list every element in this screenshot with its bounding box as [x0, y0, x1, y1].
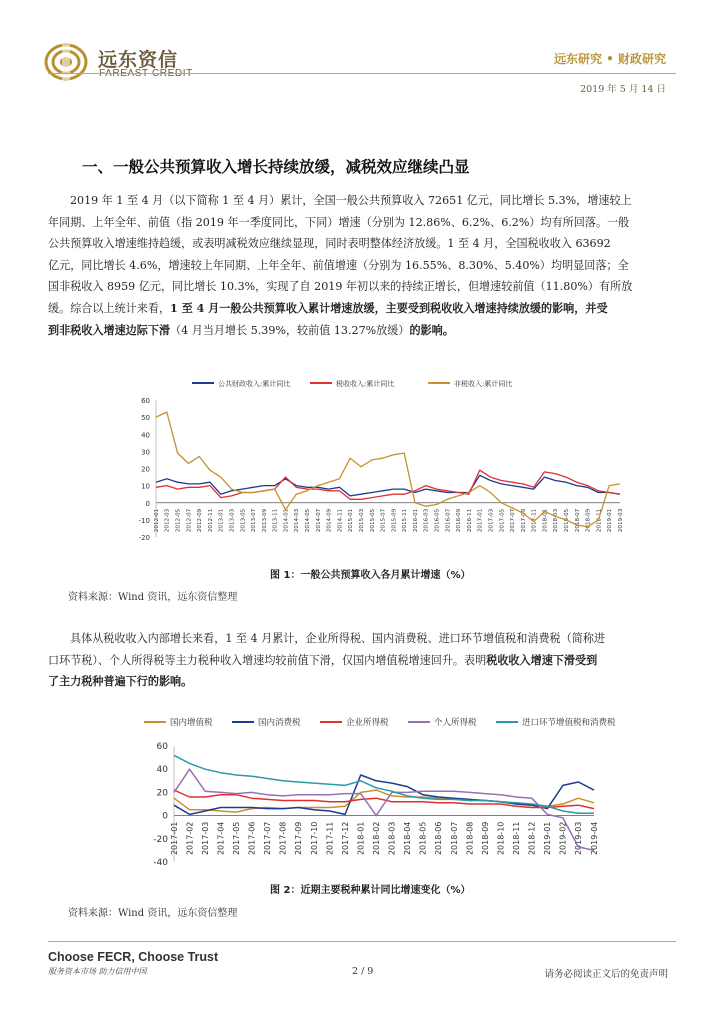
x-tick-label: 2018-12 — [527, 821, 537, 856]
x-tick-label: 2016-09 — [456, 508, 463, 533]
x-tick-label: 2012-05 — [175, 508, 182, 533]
x-tick-label: 2018-05 — [564, 508, 571, 533]
x-tick-label: 2015-09 — [391, 508, 398, 533]
x-tick-label: 2017-06 — [247, 821, 257, 856]
x-tick-label: 2018-03 — [387, 821, 397, 856]
para1-emphasis: 1 至 4 月一般公共预算收入累计增速放缓，主要受到税收收入增速持续放缓的影响，并受 — [170, 301, 608, 315]
y-tick-label: 20 — [141, 465, 150, 474]
x-tick-label: 2014-09 — [326, 508, 333, 533]
y-tick-label: 50 — [141, 414, 150, 423]
para2-line — [48, 671, 676, 693]
logo-chinese: 远东资信 — [98, 49, 179, 71]
para2-line — [48, 650, 676, 672]
x-tick-label: 2016-07 — [445, 508, 452, 533]
x-tick-label: 2016-11 — [466, 508, 473, 533]
y-tick-label: -10 — [138, 516, 150, 525]
para2-text: 口环节税）、个人所得税等主力税种收入增速均较前值下滑，仅国内增值税增速回升。表明 — [48, 653, 487, 667]
y-tick-label: 20 — [156, 788, 168, 799]
x-tick-label: 2014-05 — [305, 508, 312, 533]
x-tick-label: 2014-07 — [315, 508, 322, 533]
x-tick-label: 2017-02 — [185, 821, 195, 856]
y-tick-label: 30 — [141, 448, 150, 457]
legend-label: 非税收入:累计同比 — [454, 380, 513, 388]
para1-emphasis: 的影响。 — [409, 323, 454, 337]
x-tick-label: 2017-09 — [294, 821, 304, 856]
x-tick-label: 2017-10 — [309, 821, 319, 856]
y-tick-label: 40 — [141, 431, 150, 440]
y-tick-label: 10 — [141, 482, 150, 491]
x-tick-label: 2017-07 — [263, 821, 273, 856]
chart-2-source: 资料来源：Wind 资讯，远东资信整理 — [68, 908, 238, 919]
paragraph-1 — [48, 190, 676, 341]
x-tick-label: 2016-03 — [423, 508, 430, 533]
x-tick-label: 2012-03 — [164, 508, 171, 533]
page-number: 2 / 9 — [352, 966, 374, 977]
legend-label: 税收收入:累计同比 — [336, 380, 395, 388]
x-tick-label: 2015-01 — [348, 508, 355, 533]
legend-label: 国内消费税 — [258, 718, 301, 728]
chart-1-caption: 图 1：一般公共预算收入各月累计增速（%） — [270, 570, 471, 581]
legend-label: 进口环节增值税和消费税 — [522, 718, 616, 728]
legend-label: 公共财政收入:累计同比 — [218, 380, 291, 388]
x-tick-label: 2017-11 — [325, 821, 335, 856]
series-line — [156, 412, 620, 527]
x-tick-label: 2019-01 — [543, 821, 553, 856]
chart-1-source: 资料来源：Wind 资讯，远东资信整理 — [68, 592, 238, 603]
x-tick-label: 2018-03 — [553, 508, 560, 533]
legend-label: 企业所得税 — [346, 718, 389, 728]
para1-line: 公共预算收入增速维持趋缓，或表明减税效应继续显现，同时表明整体经济放缓。1 至 4 月，全国税收收入 63692 — [48, 237, 611, 251]
para1-line — [48, 320, 676, 342]
x-tick-label: 2013-09 — [261, 508, 268, 533]
y-tick-label: 0 — [162, 811, 168, 822]
y-tick-label: 60 — [156, 742, 168, 752]
x-tick-label: 2017-01 — [477, 508, 484, 533]
logo-icon — [44, 42, 88, 82]
footer-slogan: Choose FECR, Choose Trust — [48, 950, 219, 964]
x-tick-label: 2017-12 — [340, 821, 350, 856]
x-tick-label: 2018-02 — [372, 821, 382, 856]
x-tick-label: 2018-08 — [465, 821, 475, 856]
series-line — [156, 470, 620, 499]
para1-text: （4 月当月增长 5.39%，较前值 13.27%放缓） — [170, 323, 410, 337]
x-tick-label: 2018-11 — [512, 821, 522, 856]
para1-line: 亿元，同比增长 4.6%，增速较上年同期、上年全年、前值增速（分别为 16.55%、8.30%、5.40%）均明显回落；全 — [48, 258, 629, 272]
para1-line — [48, 298, 676, 320]
x-tick-label: 2017-03 — [488, 508, 495, 533]
x-tick-label: 2017-01 — [169, 821, 179, 856]
x-tick-label: 2019-02 — [558, 821, 568, 856]
para1-line: 国非税收入 8959 亿元，同比增长 10.3%，实现了自 2019 年初以来的持续正增长，但增速较前值（11.80%）有所放 — [48, 280, 633, 294]
x-tick-label: 2019-04 — [589, 821, 599, 856]
x-tick-label: 2013-11 — [272, 508, 279, 533]
para1-line: 2019 年 1 至 4 月（以下简称 1 至 4 月）累计，全国一般公共预算收入 72651 亿元，同比增长 5.3%，增速较上 — [70, 194, 632, 207]
legend-label: 个人所得税 — [434, 718, 477, 728]
x-tick-label: 2015-05 — [369, 508, 376, 533]
x-tick-label: 2019-01 — [607, 508, 614, 533]
chart-2-tax-categories-growth — [140, 712, 620, 874]
x-tick-label: 2018-06 — [434, 821, 444, 856]
x-tick-label: 2016-05 — [434, 508, 441, 533]
y-tick-label: -40 — [153, 858, 168, 868]
para1-text: 缓。综合以上统计来看， — [48, 301, 171, 315]
para1-line: 年同期、上年全年、前值（指 2019 年一季度同比，下同）增速（分别为 12.86%、6.2%、6.2%）均有所回落。一般 — [48, 215, 630, 229]
x-tick-label: 2012-11 — [207, 508, 214, 533]
y-tick-label: 0 — [145, 499, 150, 508]
x-tick-label: 2018-01 — [542, 508, 549, 533]
company-logo — [44, 42, 224, 82]
x-tick-label: 2013-07 — [251, 508, 258, 533]
x-tick-label: 2017-09 — [520, 508, 527, 533]
x-tick-label: 2015-07 — [380, 508, 387, 533]
y-tick-label: -20 — [138, 534, 150, 542]
x-tick-label: 2017-03 — [200, 821, 210, 856]
x-tick-label: 2017-11 — [531, 508, 538, 533]
x-tick-label: 2013-01 — [218, 508, 225, 533]
x-tick-label: 2018-09 — [480, 821, 490, 856]
para2-emphasis: 了主力税种普遍下行的影响。 — [48, 675, 193, 689]
paragraph-2 — [48, 628, 676, 693]
y-tick-label: -20 — [153, 834, 168, 845]
x-tick-label: 2018-07 — [449, 821, 459, 856]
x-tick-label: 2018-01 — [356, 821, 366, 856]
x-tick-label: 2017-05 — [232, 821, 242, 856]
x-tick-label: 2013-03 — [229, 508, 236, 533]
x-tick-label: 2019-03 — [574, 821, 584, 856]
legend-label: 国内增值税 — [170, 718, 213, 728]
y-tick-label: 60 — [141, 397, 150, 405]
x-tick-label: 2012-09 — [197, 508, 204, 533]
series-label: 远东研究 • 财政研究 — [553, 52, 666, 66]
x-tick-label: 2017-07 — [510, 508, 517, 533]
x-tick-label: 2017-08 — [278, 821, 288, 856]
x-tick-label: 2018-09 — [585, 508, 592, 533]
para2-line: 具体从税收收入内部增长来看，1 至 4 月累计，企业所得税、国内消费税、进口环节增值税和消费税（简称进 — [70, 632, 606, 645]
footer-disclaimer: 请务必阅读正文后的免责声明 — [544, 969, 668, 980]
x-tick-label: 2016-01 — [412, 508, 419, 533]
x-tick-label: 2017-05 — [499, 508, 506, 533]
footer-divider — [48, 941, 676, 942]
x-tick-label: 2018-11 — [596, 508, 603, 533]
x-tick-label: 2014-03 — [294, 508, 301, 533]
x-tick-label: 2015-11 — [402, 508, 409, 533]
y-tick-label: 40 — [156, 765, 168, 776]
footer-subslogan: 服务资本市场 助力信用中国 — [48, 967, 147, 976]
chart-1-budget-revenue-growth — [120, 372, 630, 562]
x-tick-label: 2018-07 — [574, 508, 581, 533]
x-tick-label: 2015-03 — [358, 508, 365, 533]
header-divider — [48, 73, 676, 74]
report-date: 2019 年 5 月 14 日 — [580, 84, 666, 95]
x-tick-label: 2014-01 — [283, 508, 290, 533]
para1-emphasis: 到非税收入增速边际下滑 — [48, 323, 171, 337]
x-tick-label: 2017-04 — [216, 821, 226, 856]
x-tick-label: 2012-01 — [153, 508, 160, 533]
x-tick-label: 2014-11 — [337, 508, 344, 533]
x-tick-label: 2019-03 — [617, 508, 624, 533]
x-tick-label: 2018-04 — [403, 821, 413, 856]
series-line — [156, 475, 620, 496]
section-title: 一、一般公共预算收入增长持续放缓，减税效应继续凸显 — [82, 158, 470, 176]
para2-emphasis: 税收收入增速下滑受到 — [486, 653, 598, 667]
x-tick-label: 2018-05 — [418, 821, 428, 856]
x-tick-label: 2013-05 — [240, 508, 247, 533]
chart-2-caption: 图 2：近期主要税种累计同比增速变化（%） — [270, 885, 471, 896]
x-tick-label: 2012-07 — [186, 508, 193, 533]
x-tick-label: 2018-10 — [496, 821, 506, 856]
